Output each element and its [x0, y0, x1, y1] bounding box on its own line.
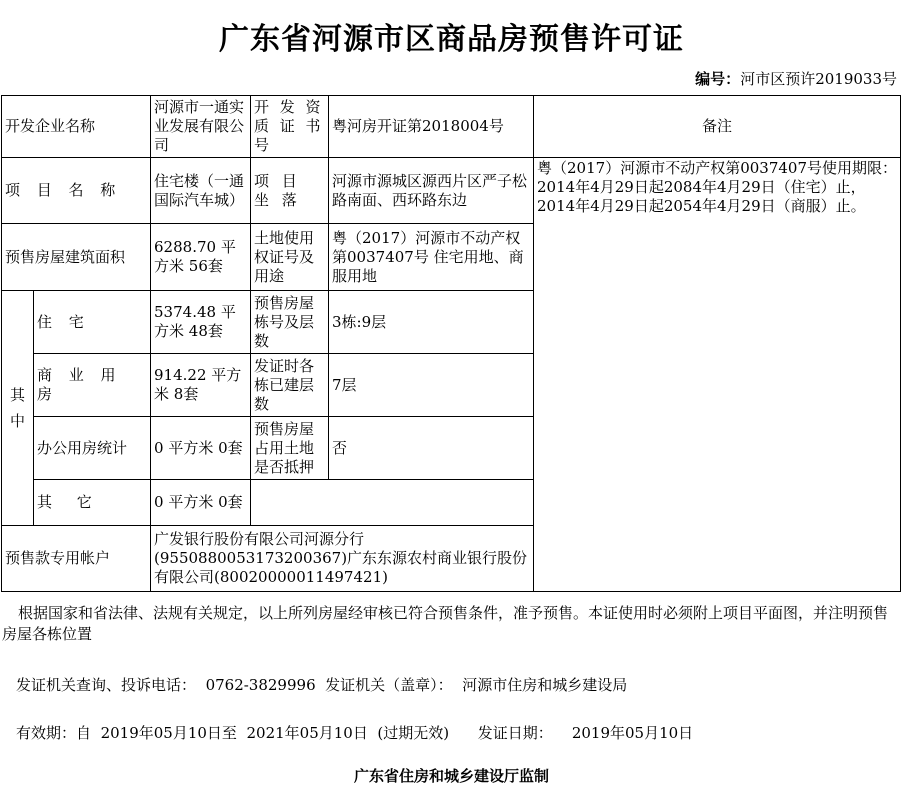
mortgage-label: 预售房屋占用土地是否抵押 — [251, 417, 329, 480]
certificate-number — [695, 68, 897, 89]
area-value: 6288.70 平方米 56套 — [151, 224, 251, 291]
qualification-value: 粤河房开证第2018004号 — [329, 96, 534, 158]
commercial-value: 914.22 平方米 8套 — [151, 354, 251, 417]
account-value: 广发银行股份有限公司河源分行(9550880053173200367)广东东源农村商业银行股份有限公司(80020000011497421) — [151, 526, 534, 592]
qualification-label: 开 发 资 质 证 书 号 — [251, 96, 329, 158]
buildings-value: 3栋:9层 — [329, 291, 534, 354]
project-label: 项 目 名 称 — [2, 158, 151, 224]
mortgage-value: 否 — [329, 417, 534, 480]
phone-number: 0762-3829996 — [205, 676, 316, 694]
built-floors-label: 发证时各栋已建层数 — [251, 354, 329, 417]
developer-label: 开发企业名称 — [2, 96, 151, 158]
account-label: 预售款专用帐户 — [2, 526, 151, 592]
issue-date: 2019年05月10日 — [571, 724, 694, 742]
built-floors-value: 7层 — [329, 354, 534, 417]
page-title: 广东省河源市区商品房预售许可证 — [219, 22, 684, 57]
developer-value: 河源市一通实业发展有限公司 — [151, 96, 251, 158]
remarks-label: 备注 — [534, 96, 901, 158]
residential-value: 5374.48 平方米 48套 — [151, 291, 251, 354]
project-value: 住宅楼（一通国际汽车城） — [151, 158, 251, 224]
remarks-value: 粤（2017）河源市不动产权第0037407号使用期限：2014年4月29日起2084年4月29日（住宅）止，2014年4月29日起2054年4月29日（商服）止。 — [534, 158, 901, 592]
land-label: 土地使用权证号及用途 — [251, 224, 329, 291]
commercial-label: 商 业 用 房 — [34, 354, 151, 417]
location-label: 项 目 坐 落 — [251, 158, 329, 224]
other-label: 其 它 — [34, 480, 151, 526]
location-value: 河源市源城区源西片区严子松路南面、西环路东边 — [329, 158, 534, 224]
contact-line: 发证机关查询、投诉电话： 0762-3829996 发证机关（盖章）： 河源市住房和城乡建设局 — [16, 676, 628, 694]
number-value: 河市区预许2019033号 — [740, 70, 897, 88]
validity-line: 有效期：自 2019年05月10日至 2021年05月10日 (过期无效) 发证日期： 2019年05月10日 — [16, 724, 694, 742]
land-value: 粤（2017）河源市不动产权第0037407号 住宅用地、商服用地 — [329, 224, 534, 291]
other-value: 0 平方米 0套 — [151, 480, 251, 526]
valid-from: 2019年05月10日 — [100, 724, 222, 742]
number-label: 编号： — [695, 70, 741, 88]
statement: 根据国家和省法律、法规有关规定，以上所列房屋经审核已符合预售条件，准予预售。本证使用时必须附上项目平面图，并注明预售房屋各栋位置 — [2, 604, 889, 643]
certificate-table — [1, 95, 901, 592]
footer-supervised: 广东省住房和城乡建设厅监制 — [353, 767, 549, 785]
of-which-label: 其 中 — [2, 291, 34, 526]
buildings-label: 预售房屋栋号及层数 — [251, 291, 329, 354]
empty-cell — [251, 480, 534, 526]
office-label: 办公用房统计 — [34, 417, 151, 480]
residential-label: 住 宅 — [34, 291, 151, 354]
area-label: 预售房屋建筑面积 — [2, 224, 151, 291]
valid-to: 2021年05月10日 — [246, 724, 368, 742]
office-value: 0 平方米 0套 — [151, 417, 251, 480]
issuing-authority: 河源市住房和城乡建设局 — [462, 676, 628, 694]
